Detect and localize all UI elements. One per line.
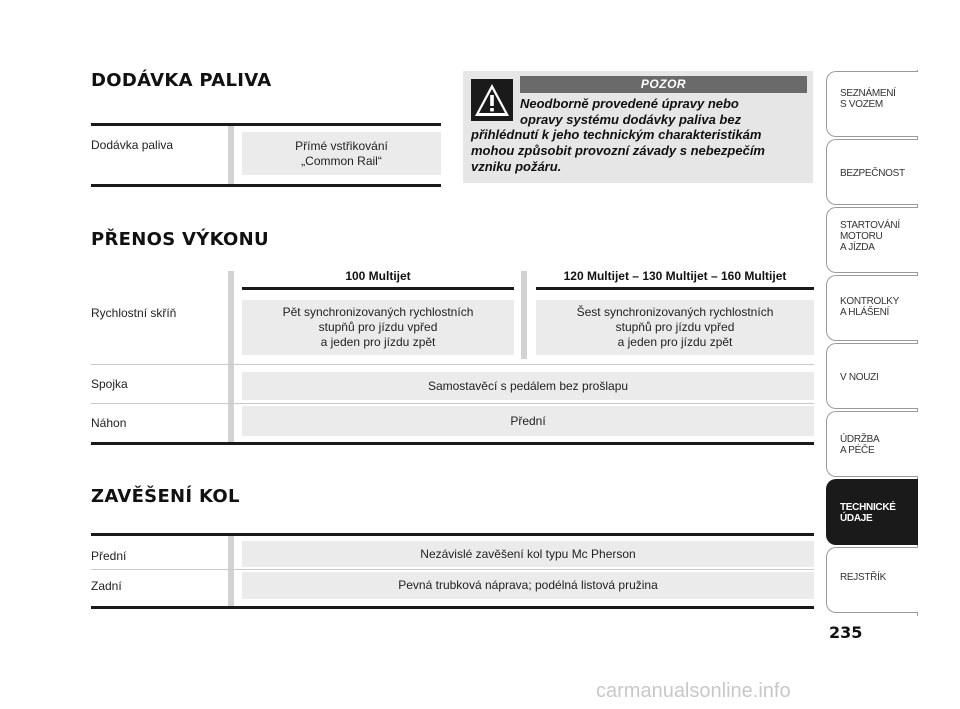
warning-line-5: vzniku požáru. [471,159,562,174]
suspension-front-cell [242,541,814,567]
suspension-rear-label: Zadní [91,579,122,593]
sidebar-tab-label: KONTROLKY A HLÁŠENÍ [840,296,899,318]
transmission-heading: PŘENOS VÝKONU [91,229,269,250]
gearbox-120-160-line1: Šest synchronizovaných rychlostních [576,305,774,319]
warning-line-2: opravy systému dodávky paliva bez [520,112,742,127]
column-header-100-multijet: 100 Multijet [345,269,411,283]
warning-box [463,71,813,183]
clutch-row-rule [91,403,814,404]
fuel-value-cell [242,132,441,175]
fuel-table-bottom-rule [91,184,441,187]
suspension-table-top-rule [91,533,814,536]
clutch-value-cell [242,372,814,400]
sidebar-tab-label: ÚDRŽBA A PÉČE [840,434,880,456]
column-header-120-130-160-multijet: 120 Multijet – 130 Multijet – 160 Multijet [563,269,787,283]
col1-header-rule [242,287,514,290]
warning-triangle-icon [471,79,513,121]
sidebar-tab-technicke-udaje[interactable] [826,479,918,545]
sidebar-tab-seznameni[interactable] [826,71,918,137]
warning-line-3: přihlédnutí k jeho technickým charakteristikám [471,127,762,142]
gearbox-100-line2: stupňů pro jízdu vpřed [318,320,438,334]
drive-value: Přední [510,413,546,428]
sidebar-tab-kontrolky[interactable] [826,275,918,341]
sidebar-tab-label: TECHNICKÉ ÚDAJE [840,502,896,524]
watermark: carmanualsonline.info [596,680,791,702]
warning-title: POZOR [520,76,807,93]
gearbox-120-160-cell [536,300,814,355]
gearbox-100-line1: Pět synchronizovaných rychlostních [282,305,474,319]
sidebar-tab-udrzba[interactable] [826,411,918,477]
transmission-table-bottom-rule [91,442,814,445]
suspension-front-value: Nezávislé zavěšení kol typu Mc Pherson [420,546,636,561]
transmission-column-divider [521,271,527,359]
sidebar-tab-bezpecnost[interactable] [826,139,918,205]
gearbox-100-line3: a jeden pro jízdu zpět [320,335,436,349]
suspension-divider [228,536,234,606]
col2-header-rule [536,287,814,290]
gearbox-120-160-line2: stupňů pro jízdu vpřed [615,320,735,334]
sidebar-tab-label: V NOUZI [840,372,879,383]
suspension-rear-value: Pevná trubková náprava; podélná listová pružina [398,578,658,592]
suspension-front-label: Přední [91,549,127,563]
clutch-label: Spojka [91,377,128,391]
fuel-value-line2: „Common Rail“ [301,153,382,168]
gearbox-100-cell [242,300,514,355]
sidebar-tab-label: REJSTŘÍK [840,572,886,583]
sidebar-tab-v-nouzi[interactable] [826,343,918,409]
warning-line-4: mohou způsobit provozní závady s nebezpečím [471,143,765,158]
drive-label: Náhon [91,416,127,430]
sidebar-tab-label: SEZNÁMENÍ S VOZEM [840,88,896,110]
gearbox-label: Rychlostní skříň [91,306,177,320]
fuel-row-label: Dodávka paliva [91,138,174,152]
suspension-row-rule [91,569,814,570]
clutch-value: Samostavěcí s pedálem bez prošlapu [427,378,629,393]
suspension-table-bottom-rule [91,606,814,609]
fuel-divider [228,126,234,184]
fuel-value-line1: Přímé vstřikování [295,138,388,153]
page-number: 235 [829,623,863,642]
sidebar-tab-startovani[interactable] [826,207,918,273]
suspension-rear-cell [242,572,814,599]
suspension-heading: ZAVĚŠENÍ KOL [91,486,240,507]
fuel-heading: DODÁVKA PALIVA [91,70,272,91]
gearbox-120-160-line3: a jeden pro jízdu zpět [617,335,733,349]
sidebar-tab-label: STARTOVÁNÍ MOTORU A JÍZDA [840,220,900,253]
sidebar-tab-rejstrik[interactable] [826,547,918,613]
transmission-label-divider [228,271,234,442]
sidebar-tab-label: BEZPEČNOST [840,168,905,179]
gearbox-row-rule [91,364,814,365]
drive-value-cell [242,406,814,436]
fuel-table-top-rule [91,123,441,126]
warning-line-1: Neodborně provedené úpravy nebo [520,96,739,111]
